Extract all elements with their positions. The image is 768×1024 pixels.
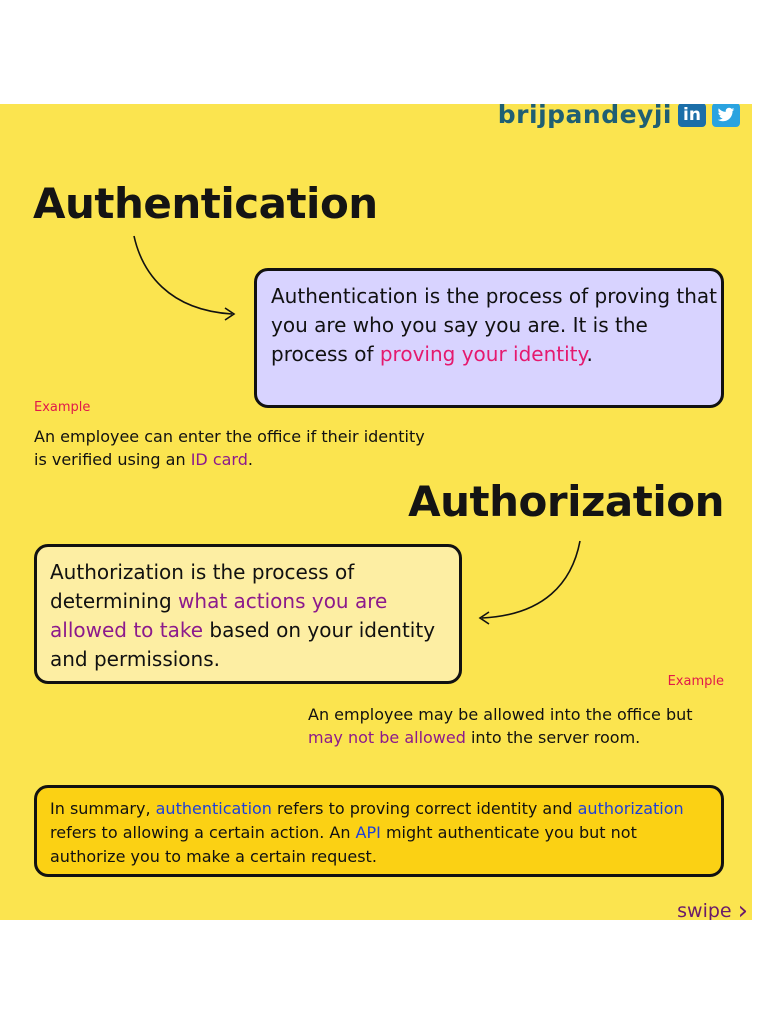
summary-text-part: refers to allowing a certain action. An — [50, 823, 356, 842]
authentication-example — [34, 425, 434, 471]
authorization-definition — [50, 558, 450, 674]
summary-highlight-authentication: authentication — [155, 799, 272, 818]
authorization-heading: Authorization — [408, 477, 724, 526]
curved-arrow-icon — [470, 537, 590, 629]
summary-text-part: In summary, — [50, 799, 156, 818]
summary-text — [50, 797, 715, 869]
authorization-definition-box — [34, 544, 462, 684]
linkedin-icon[interactable]: in — [678, 104, 706, 127]
authorization-example-text: An employee may be allowed into the office but — [308, 705, 693, 724]
authentication-example-text: An employee can enter the office if their identity is verified using an — [34, 427, 425, 469]
twitter-icon[interactable] — [712, 104, 740, 127]
brand-header — [498, 104, 740, 129]
authorization-example-label: Example — [667, 674, 724, 689]
summary-highlight-api: API — [355, 823, 381, 842]
authentication-definition-box — [254, 268, 724, 408]
authentication-definition-highlight: proving your identity — [379, 342, 587, 366]
authentication-definition — [271, 282, 721, 369]
authorization-example — [308, 703, 728, 749]
authentication-example-label: Example — [34, 400, 91, 415]
authorization-example-highlight: may not be allowed — [308, 728, 466, 747]
authentication-heading: Authentication — [33, 179, 378, 228]
authentication-example-highlight: ID card — [190, 450, 248, 469]
summary-highlight-authorization: authorization — [577, 799, 684, 818]
authorization-definition-end: based on your identity and permissions. — [50, 618, 436, 671]
chevron-right-icon: › — [737, 896, 748, 920]
twitter-bird-icon — [717, 107, 735, 123]
brand-name: brijpandeyji — [497, 104, 672, 129]
authorization-example-end: into the server room. — [465, 728, 641, 747]
authentication-example-end: . — [247, 450, 253, 469]
authorization-definition-text: Authorization is the process of determining — [50, 560, 355, 613]
summary-text-part: might authenticate you but not authorize you to make a certain request. — [50, 823, 637, 866]
authentication-definition-end: . — [586, 342, 593, 366]
swipe-button[interactable] — [677, 896, 748, 920]
summary-text-part: refers to proving correct identity and — [271, 799, 578, 818]
swipe-label: swipe — [677, 900, 732, 920]
summary-box — [34, 785, 724, 877]
curved-arrow-icon — [128, 232, 248, 327]
infographic-card — [0, 104, 752, 920]
authorization-definition-highlight: what actions you are allowed to take — [50, 589, 388, 642]
authentication-definition-text: Authentication is the process of proving that you are who you say you are. It is the process of — [271, 284, 717, 366]
